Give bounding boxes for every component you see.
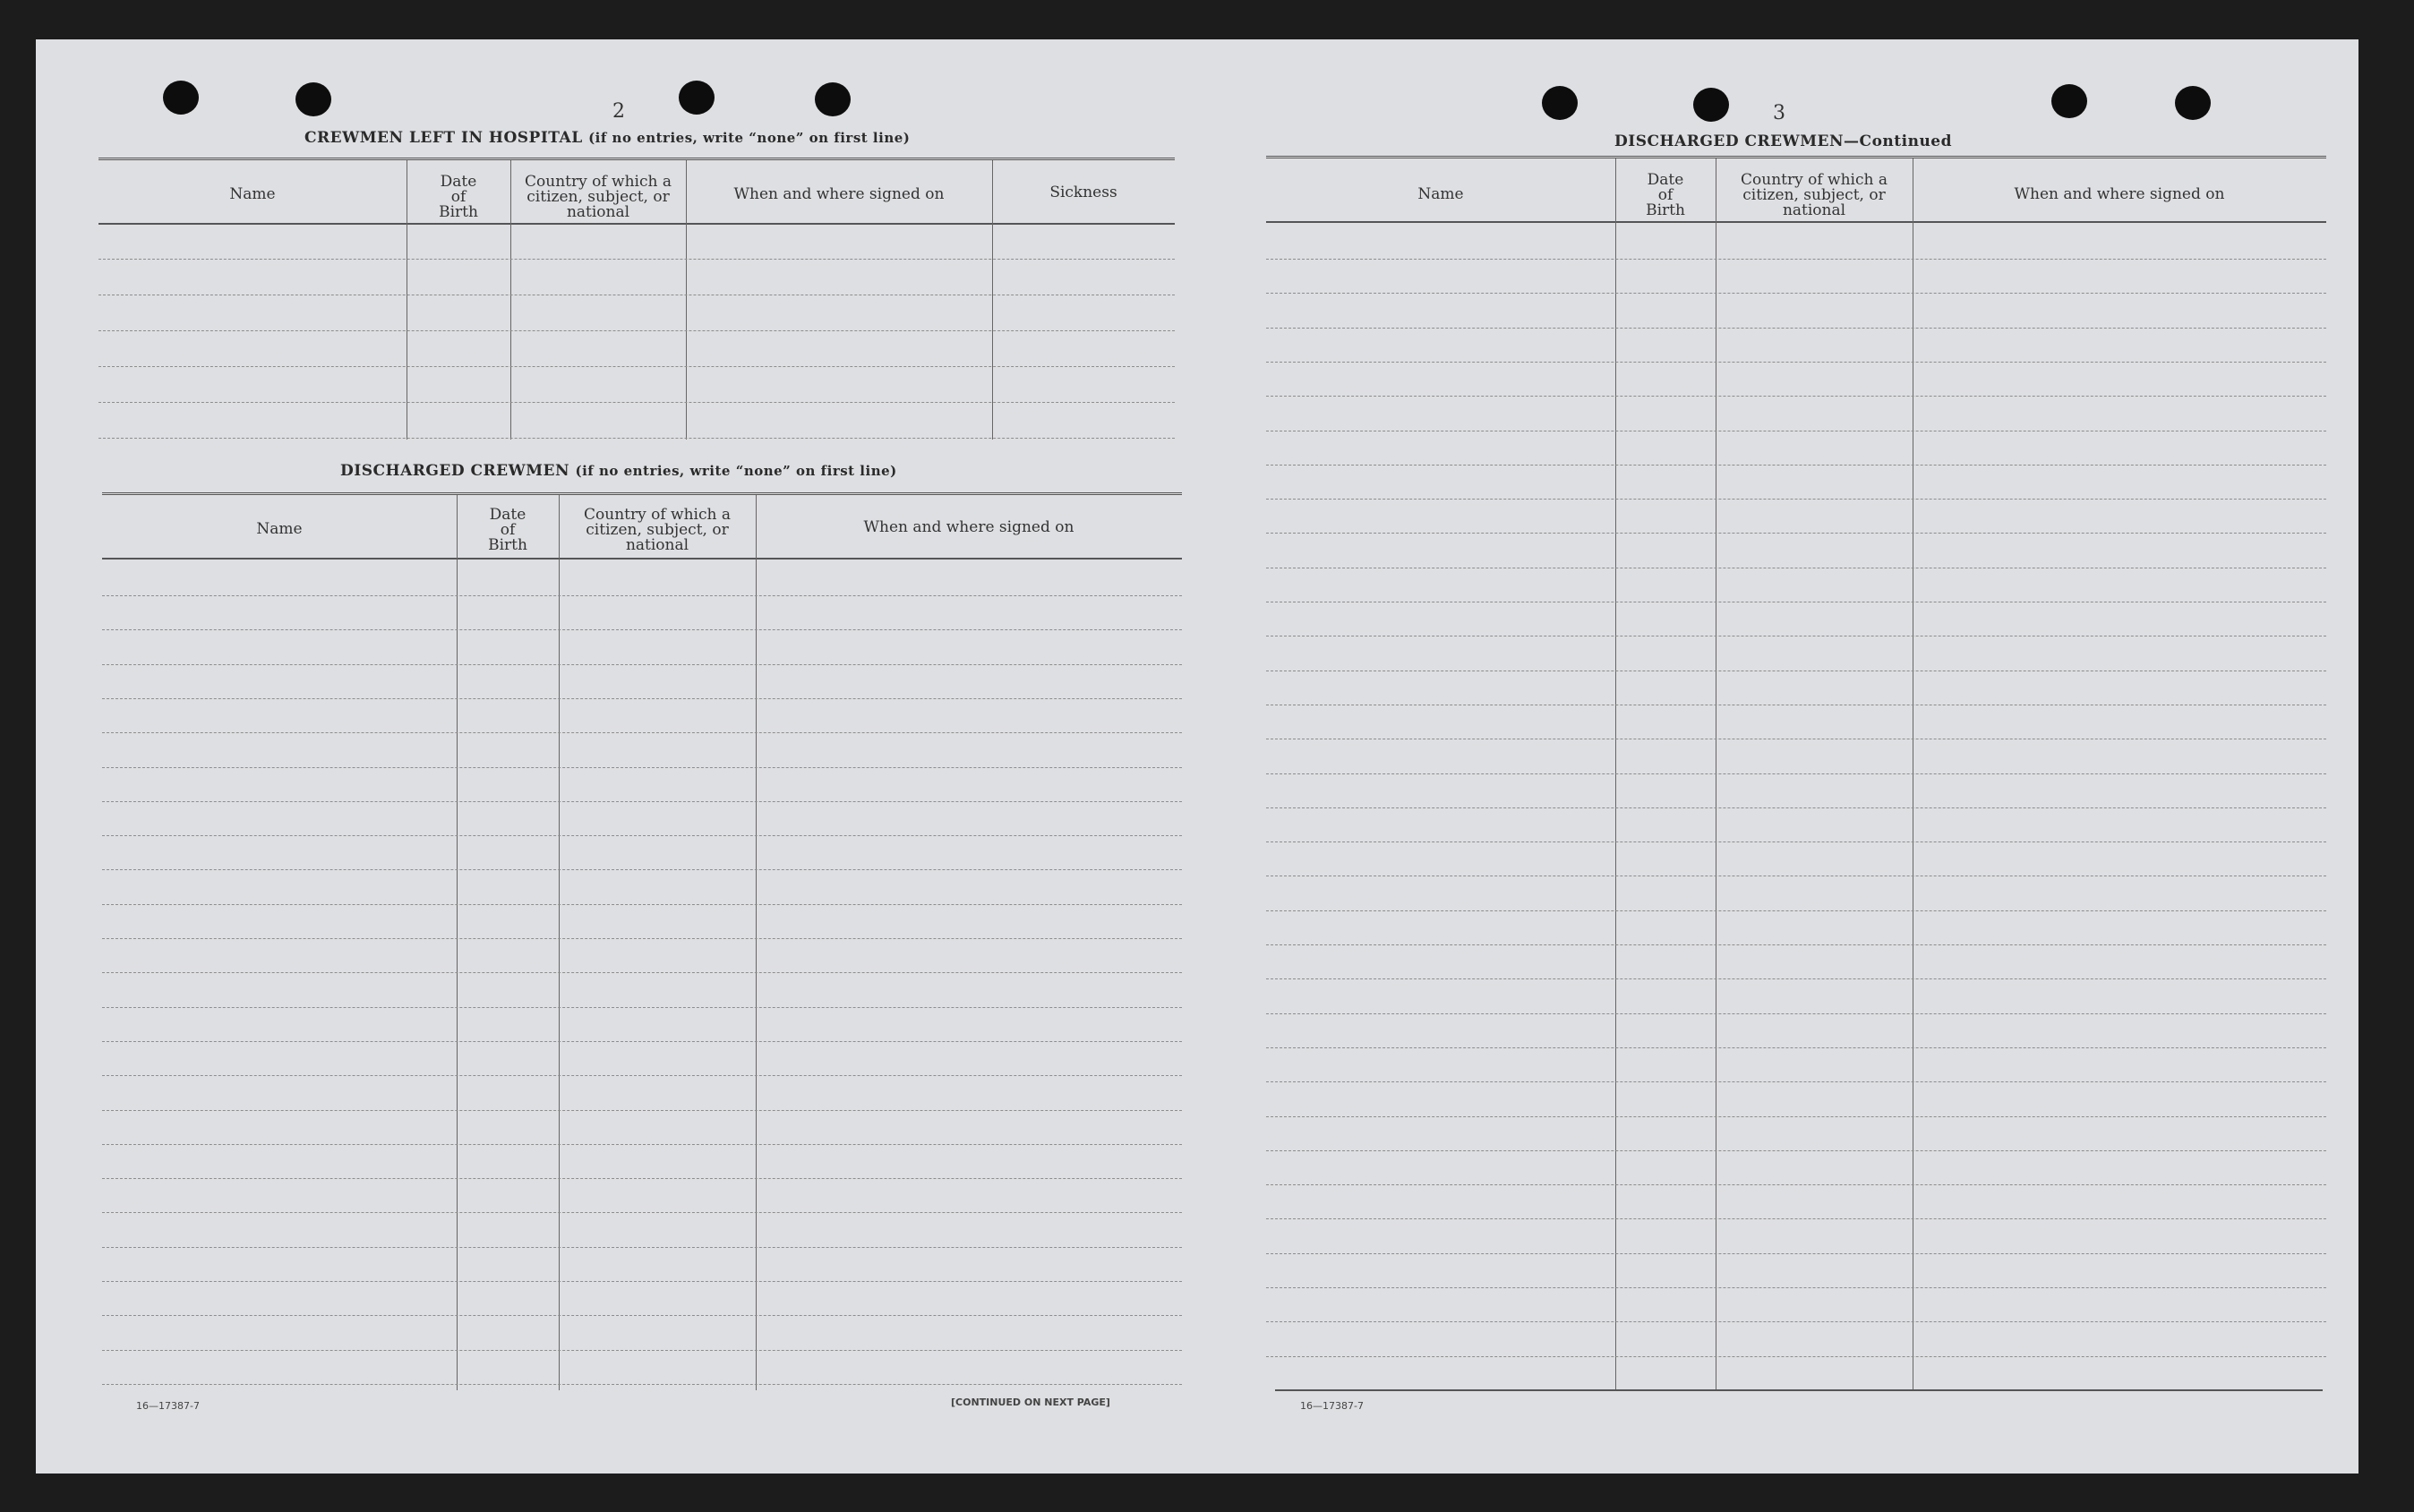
table-row [102,938,1182,939]
table-row [102,972,1182,973]
table-row [102,1110,1182,1111]
table-row [98,366,1175,367]
table-row [1266,465,2326,466]
column-header-country: Country of which a citizen, subject, or national [525,173,672,221]
discharged-title: DISCHARGED CREWMEN [340,462,570,480]
column-header-signed-on: When and where signed on [863,518,1074,536]
column-header-name: Name [256,520,303,538]
column-header-sickness: Sickness [1049,184,1117,201]
column-header-date-of-birth: Date of Birth [439,173,478,221]
column-header-signed-on: When and where signed on [733,185,945,203]
discharged-section-title [340,462,897,480]
table-row [102,1247,1182,1248]
table-row [98,402,1175,403]
table-row [1266,1013,2326,1014]
table-row [102,835,1182,836]
table-row [1266,293,2326,294]
table-row [1266,1218,2326,1219]
hospital-title: CREWMEN LEFT IN HOSPITAL [304,129,583,147]
column-header-date-of-birth: Date of Birth [1646,171,1685,219]
table-row [1266,1321,2326,1322]
table-row [102,1041,1182,1042]
table-row [102,1315,1182,1316]
table-row [1266,1116,2326,1117]
table-row [102,664,1182,665]
table-row [1266,259,2326,260]
discharged-continued-table [1266,156,2326,1390]
discharged-continued-note: Continued [1859,132,1953,150]
table-row [1266,1081,2326,1082]
table-row [102,904,1182,905]
punch-hole-icon [679,81,715,115]
column-divider [1615,158,1616,1390]
column-header-date-of-birth: Date of Birth [488,506,527,554]
table-row [102,1281,1182,1282]
punch-hole-icon [2051,84,2087,118]
punch-hole-icon [163,81,199,115]
hospital-note: (if no entries, write “none” on first line) [588,130,911,146]
page-number-right: 3 [1773,102,1785,124]
column-header-name: Name [229,185,276,203]
table-row [1266,1287,2326,1288]
discharged-note: (if no entries, write “none” on first line) [575,463,897,479]
table-row [102,1350,1182,1351]
discharged-table [102,492,1182,1390]
table-row [102,732,1182,733]
table-row [1266,533,2326,534]
hospital-table [98,158,1175,440]
continued-note: [CONTINUED ON NEXT PAGE] [951,1397,1110,1408]
punch-hole-icon [1693,88,1729,122]
table-row [102,1075,1182,1076]
table-row [1266,944,2326,945]
column-header-country: Country of which a citizen, subject, or national [584,506,731,554]
hospital-section-title [304,129,910,147]
bottom-rule [1275,1389,2323,1391]
form-code-right: 16—17387-7 [1300,1400,1364,1412]
page-number-left: 2 [612,100,625,123]
punch-hole-icon [1542,86,1578,120]
punch-hole-icon [815,82,851,116]
table-row [1266,841,2326,842]
table-row [1266,396,2326,397]
punch-hole-icon [295,82,331,116]
table-row [102,1144,1182,1145]
table-row [1266,362,2326,363]
table-row [102,1384,1182,1385]
table-row [1266,807,2326,808]
table-row [102,629,1182,630]
table-row [98,259,1175,260]
form-code-left: 16—17387-7 [136,1400,200,1412]
table-row [102,1178,1182,1179]
column-divider [992,160,993,440]
table-row [1266,978,2326,979]
discharged-continued-title: DISCHARGED CREWMEN— [1614,132,1860,150]
table-row [102,869,1182,870]
table-row [102,801,1182,802]
column-header-signed-on: When and where signed on [2014,185,2225,203]
table-row [98,438,1175,439]
discharged-continued-section-title [1614,132,1952,150]
column-header-name: Name [1417,185,1464,203]
table-row [102,595,1182,596]
table-row [102,767,1182,768]
table-row [1266,773,2326,774]
table-row [1266,1184,2326,1185]
table-row [102,1007,1182,1008]
form-sheet [36,39,2358,1474]
table-row [1266,1253,2326,1254]
punch-hole-icon [2175,86,2211,120]
table-row [1266,328,2326,329]
table-row [102,1212,1182,1213]
table-row [1266,910,2326,911]
table-row [1266,1047,2326,1048]
table-row [1266,499,2326,500]
table-row [1266,1150,2326,1151]
table-row [102,698,1182,699]
table-row [1266,1356,2326,1357]
column-header-country: Country of which a citizen, subject, or national [1741,171,1888,219]
table-row [98,330,1175,331]
